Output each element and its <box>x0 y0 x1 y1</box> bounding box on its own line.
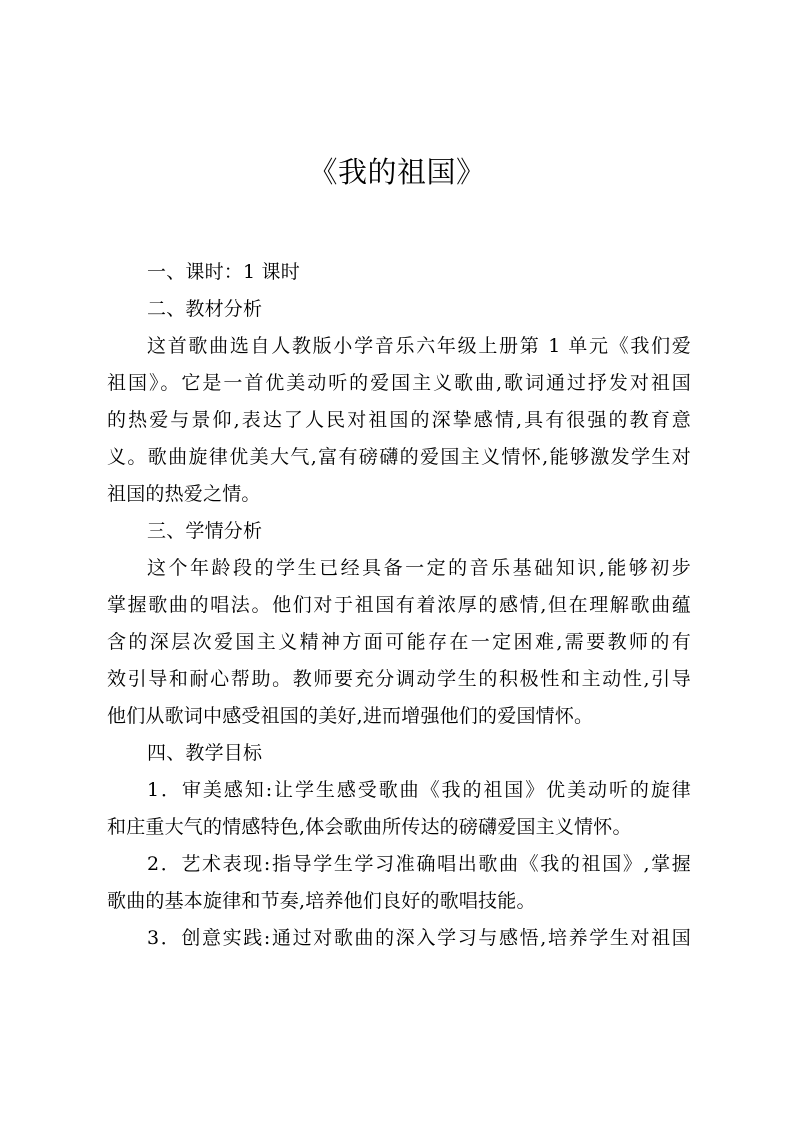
goal-line: 3．创意实践:通过对歌曲的深入学习与感悟,培养学生对祖国 <box>147 927 691 949</box>
goal-line: 2．艺术表现:指导学生学习准确唱出歌曲《我的祖国》,掌握 <box>147 853 691 875</box>
paragraph-line: 祖国的热爱之情。 <box>107 483 261 505</box>
goal-line: 1．审美感知:让学生感受歌曲《我的祖国》优美动听的旋律 <box>147 779 691 801</box>
paragraph-line: 这个年龄段的学生已经具备一定的音乐基础知识,能够初步 <box>147 557 691 579</box>
section-heading-student-analysis: 三、学情分析 <box>147 520 263 542</box>
document-title: 《我的祖国》 <box>308 155 486 189</box>
paragraph-line: 含的深层次爱国主义精神方面可能存在一定困难,需要教师的有 <box>107 631 691 653</box>
document-body <box>107 257 691 954</box>
section-heading-textbook-analysis: 二、教材分析 <box>147 298 263 320</box>
paragraph-line: 他们从歌词中感受祖国的美好,进而增强他们的爱国情怀。 <box>107 705 594 727</box>
paragraph-line: 效引导和耐心帮助。教师要充分调动学生的积极性和主动性,引导 <box>107 668 691 690</box>
goal-line: 和庄重大气的情感特色,体会歌曲所传达的磅礴爱国主义情怀。 <box>107 816 632 838</box>
lesson-count: 一、课时：1 课时 <box>147 261 300 283</box>
goal-line: 歌曲的基本旋律和节奏,培养他们良好的歌唱技能。 <box>107 890 536 912</box>
paragraph-line: 掌握歌曲的唱法。他们对于祖国有着浓厚的感情,但在理解歌曲蕴 <box>107 594 691 616</box>
paragraph-line: 祖国》。它是一首优美动听的爱国主义歌曲,歌词通过抒发对祖国 <box>107 372 691 394</box>
section-heading-teaching-goals: 四、教学目标 <box>147 742 263 764</box>
paragraph-line: 这首歌曲选自人教版小学音乐六年级上册第 1 单元《我们爱 <box>147 335 691 357</box>
paragraph-line: 的热爱与景仰,表达了人民对祖国的深挚感情,具有很强的教育意 <box>107 409 691 431</box>
paragraph-line: 义。歌曲旋律优美大气,富有磅礴的爱国主义情怀,能够激发学生对 <box>107 446 691 468</box>
